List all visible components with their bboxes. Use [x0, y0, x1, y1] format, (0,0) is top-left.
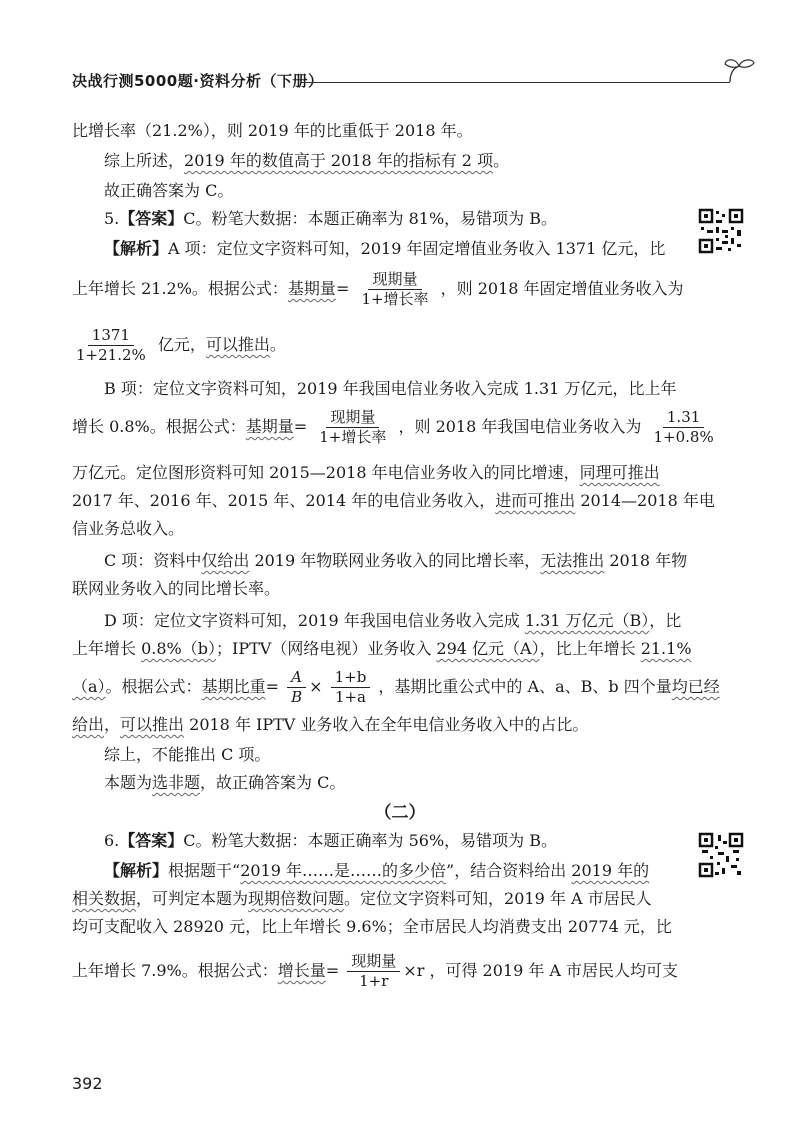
formula-line: 增长 0.8%。根据公式：基期量= $\frac{\text{现期量}}{\text{1+增长率}}$ ，则 2018 年我国电信业务收入为 $\frac{1.31}{1+0.8\%}$: [72, 408, 721, 447]
fraction: $\frac{1371}{1+21.2\%}$: [76, 326, 146, 364]
text-line: 本题为选非题，故正确答案为 C。: [104, 773, 346, 792]
text-line: B 项：定位文字资料可知，2019 年我国电信业务收入完成 1.31 万亿元，比上年: [104, 379, 677, 398]
fraction: $\frac{A}{B}$: [287, 668, 306, 707]
text-line: 上年增长 0.8%（b）；IPTV（网络电视）业务收入 294 亿元（A），比上年增长 21.1%: [72, 639, 692, 658]
text-line: 给出，可以推出 2018 年 IPTV 业务收入在全年电信业务收入中的占比。: [72, 715, 589, 734]
text-line: 联网业务收入的同比增长率。: [72, 579, 281, 598]
running-header: 决战行测5000题·资料分析（下册）: [72, 72, 324, 90]
question-5-answer: 5.【答案】C。粉笔大数据：本题正确率为 81%，易错项为 B。: [104, 209, 558, 228]
text-line: D 项：定位文字资料可知，2019 年我国电信业务收入完成 1.31 万亿元（B），比: [104, 611, 682, 630]
qr-code-icon: [698, 832, 744, 878]
text-line: 比增长率（21.2%），则 2019 年的比重低于 2018 年。: [72, 121, 473, 140]
sprout-icon: [722, 56, 756, 84]
text-line: 信业务总收入。: [72, 519, 185, 538]
text-line: C 项：资料中仅给出 2019 年物联网业务收入的同比增长率，无法推出 2018 年物: [104, 551, 688, 570]
text-line: 2017 年、2016 年、2015 年、2014 年的电信业务收入，进而可推出 2014—2018 年电: [72, 491, 715, 510]
text-line: 均可支配收入 28920 元，比上年增长 9.6%；全市居民人均消费支出 20774 元，比: [72, 917, 672, 936]
text-line: 【解析】根据题干“2019 年……是……的多少倍”，结合资料给出 2019 年的: [104, 861, 650, 880]
text-line: 综上，不能推出 C 项。: [104, 745, 271, 764]
header-rule: [300, 82, 730, 83]
fraction: $\frac{1+b}{1+a}$: [331, 668, 371, 707]
text-line: 相关数据，可判定本题为现期倍数问题。定位文字资料可知，2019 年 A 市居民人: [72, 889, 652, 908]
text-line: 【解析】A 项：定位文字资料可知，2019 年固定增值业务收入 1371 亿元，比: [104, 239, 666, 258]
formula-line: 上年增长 7.9%。根据公式：增长量= $\frac{\text{现期量}}{1+r}$ ×r ，可得 2019 年 A 市居民人均可支: [72, 952, 679, 990]
fraction: $\frac{\text{现期量}}{1+r}$: [347, 952, 400, 991]
fraction: $\frac{1.31}{1+0.8\%}$: [653, 408, 714, 446]
section-heading: （二）: [374, 803, 426, 823]
formula-line: $\frac{1371}{1+21.2\%}$ 亿元，可以推出。: [72, 326, 286, 365]
formula-line: （a）。根据公式：基期比重= $\frac{A}{B}$ × $\frac{1+b}{1+a}$ ，基期比重公式中的 A、a、B、b 四个量均已经: [72, 668, 720, 706]
text-line: 万亿元。定位图形资料可知 2015—2018 年电信业务收入的同比增速，同理可推出: [72, 463, 660, 482]
text-line: 综上所述，2019 年的数值高于 2018 年的指标有 2 项。: [104, 151, 510, 170]
text-line: 故正确答案为 C。: [104, 181, 234, 200]
qr-code-icon: [698, 208, 744, 254]
question-6-answer: 6.【答案】C。粉笔大数据：本题正确率为 56%，易错项为 B。: [104, 831, 558, 850]
formula-line: 上年增长 21.2%。根据公式：基期量= $\frac{\text{现期量}}{\text{1+增长率}}$ ，则 2018 年固定增值业务收入为: [72, 270, 684, 308]
fraction: $\frac{\text{现期量}}{\text{1+增长率}}$: [361, 270, 429, 308]
page-number: 392: [72, 1074, 103, 1093]
fraction: $\frac{\text{现期量}}{\text{1+增长率}}$: [319, 408, 387, 446]
